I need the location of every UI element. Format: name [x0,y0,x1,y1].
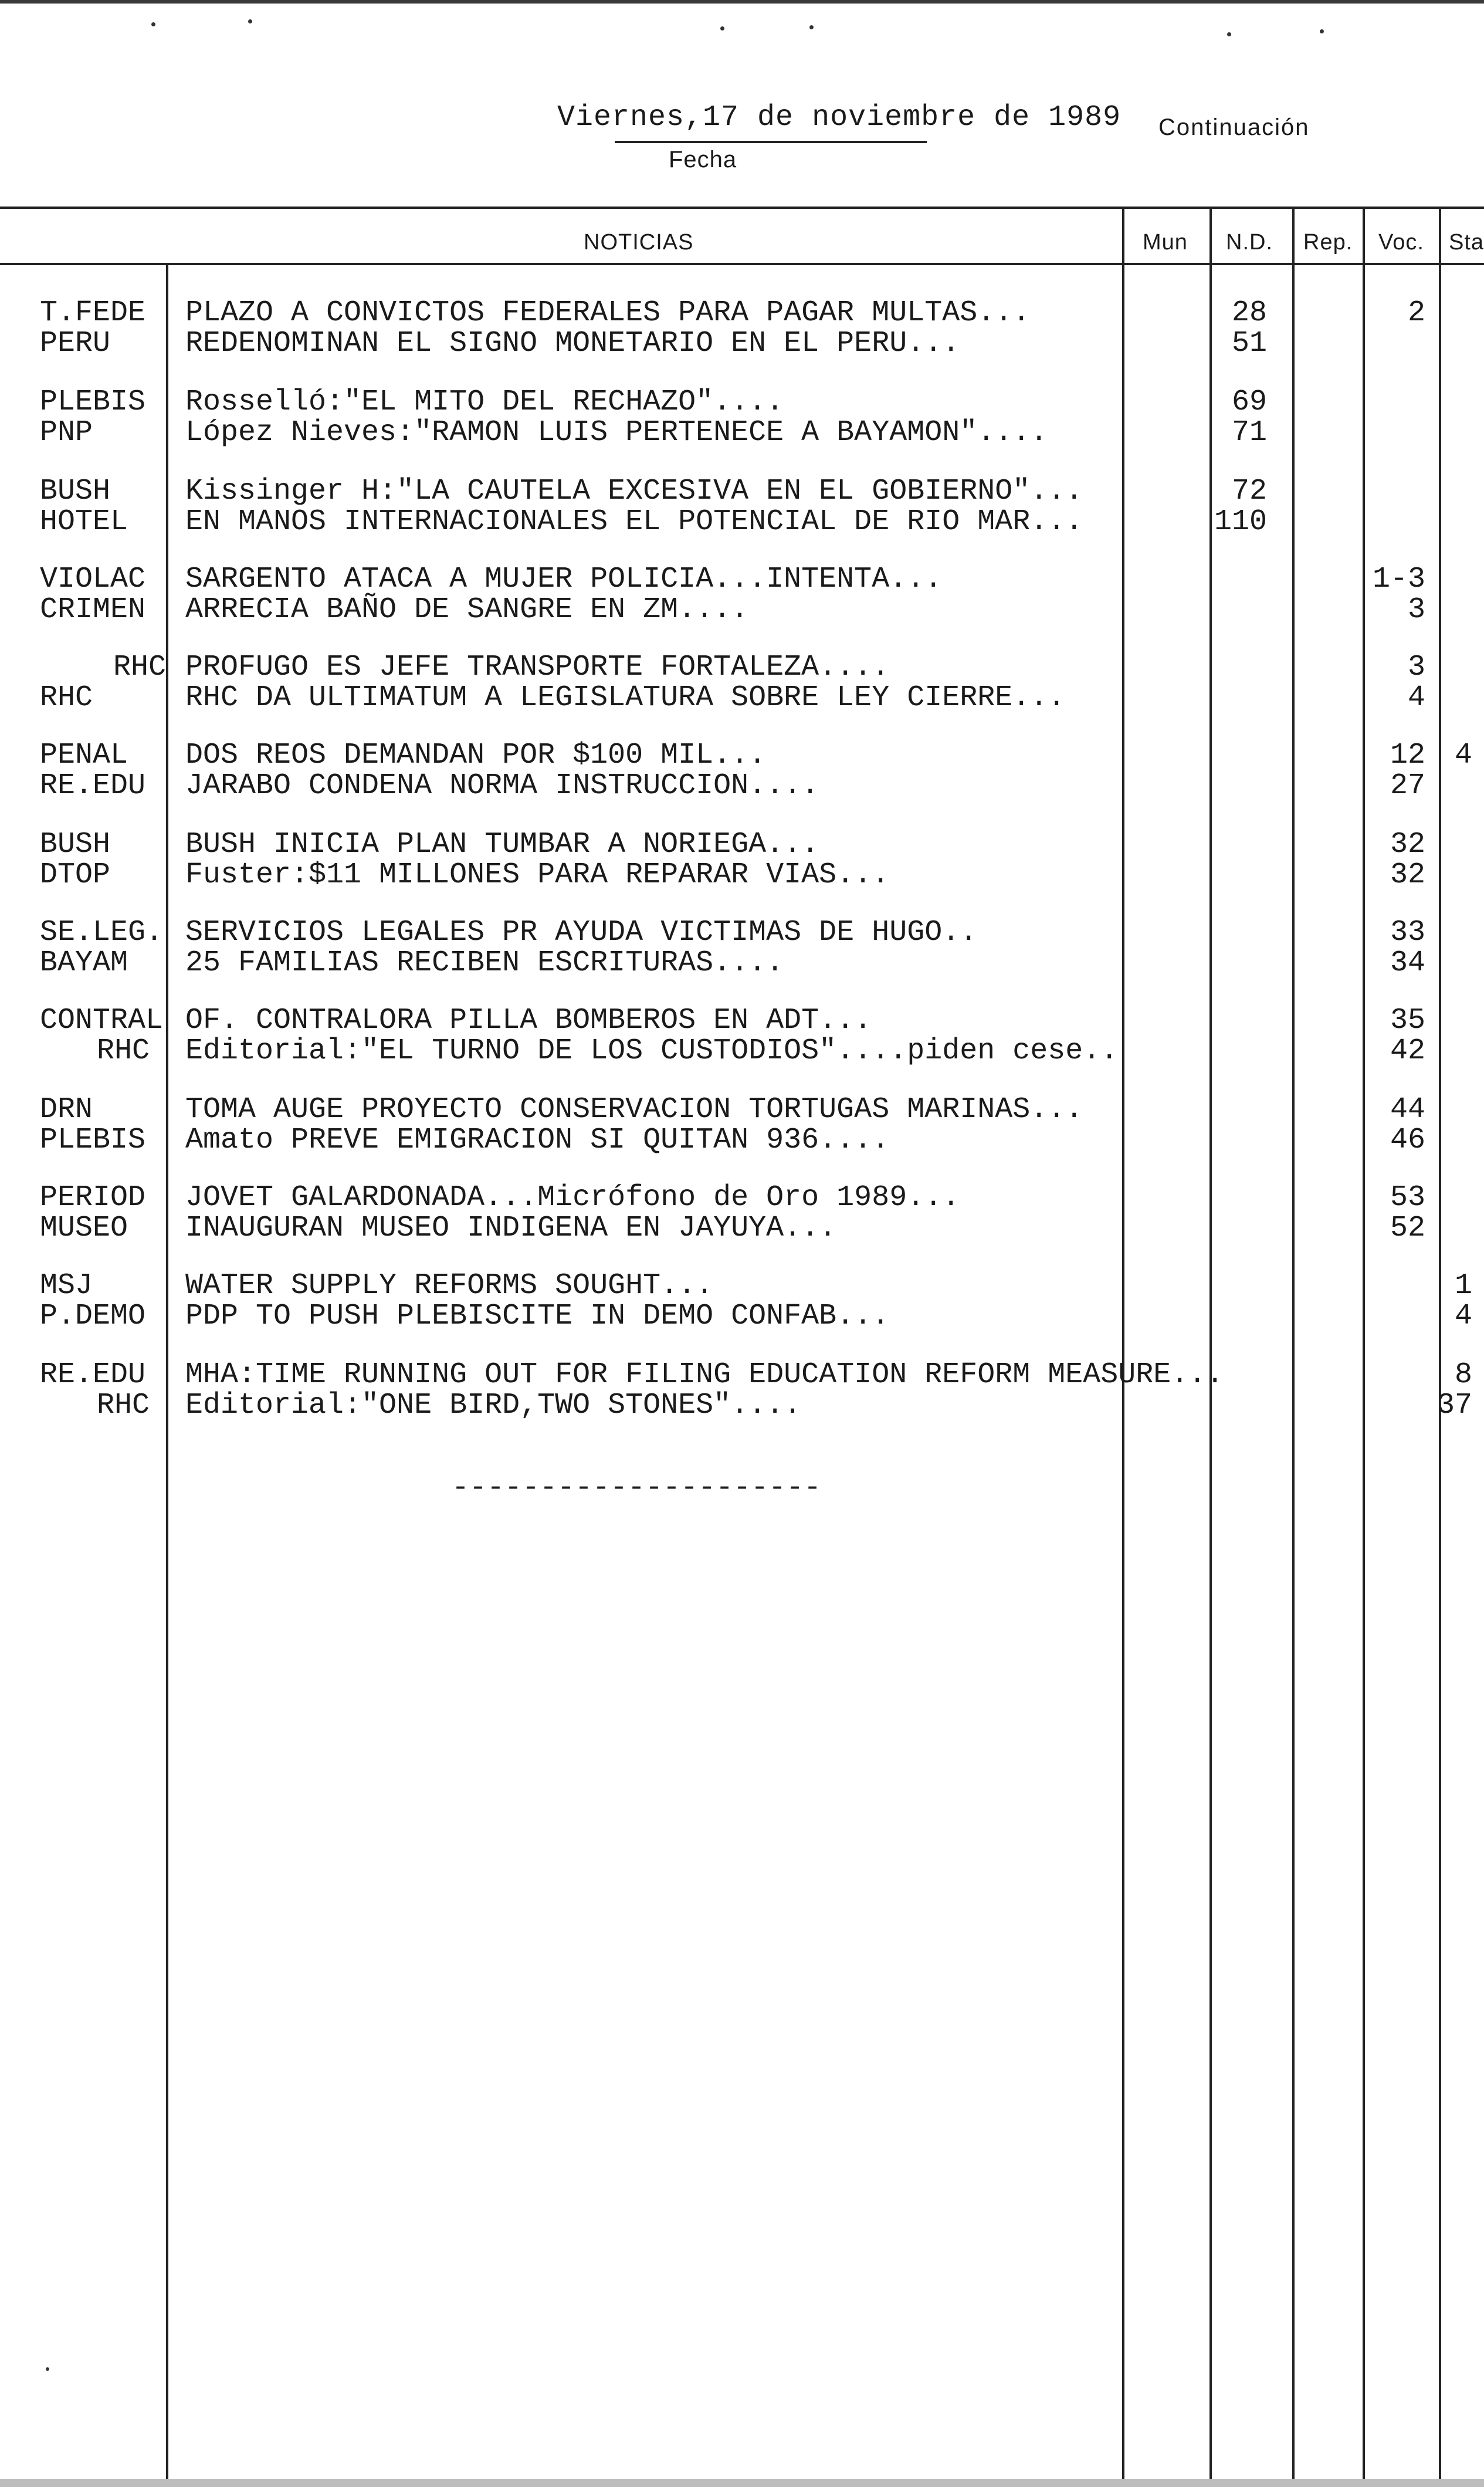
row-headline: WATER SUPPLY REFORMS SOUGHT... [185,1269,714,1302]
row-voc-value: 12 [1390,739,1425,772]
row-nd-value: 110 [1214,505,1267,539]
scan-speck [1227,32,1231,36]
table-top-rule [0,207,1484,209]
date-caption: Fecha [669,147,737,172]
row-headline: MHA:TIME RUNNING OUT FOR FILING EDUCATION REFORM MEASURE... [185,1358,1224,1392]
row-headline: Editorial:"EL TURNO DE LOS CUSTODIOS"....piden cese.. [185,1034,1119,1068]
row-headline: PDP TO PUSH PLEBISCITE IN DEMO CONFAB... [185,1300,890,1333]
voc-column-rule [1439,207,1441,2487]
nd-column-rule [1292,207,1295,2487]
row-code: PLEBIS [40,1124,146,1157]
column-header-noticias: NOTICIAS [584,230,694,255]
row-headline: 25 FAMILIAS RECIBEN ESCRITURAS.... [185,946,784,980]
row-code: BAYAM [40,946,128,980]
scan-speck [720,26,724,31]
row-voc-value: 42 [1390,1034,1425,1068]
row-code: PNP [40,416,93,449]
row-voc-value: 2 [1407,296,1425,330]
row-code: CRIMEN [40,593,146,627]
row-nd-value: 69 [1231,385,1267,419]
row-code: DRN [40,1093,93,1126]
row-voc-value: 3 [1407,651,1425,684]
report-date: Viernes,17 de noviembre de 1989 [557,101,1122,134]
row-code: VIOLAC [40,563,146,596]
row-voc-value: 32 [1390,858,1425,892]
column-header-rep: Rep. [1303,230,1353,255]
row-headline: Editorial:"ONE BIRD,TWO STONES".... [185,1389,802,1422]
row-headline: Amato PREVE EMIGRACION SI QUITAN 936.... [185,1124,890,1157]
row-headline: PROFUGO ES JEFE TRANSPORTE FORTALEZA.... [185,651,890,684]
row-code: RE.EDU [40,769,146,803]
row-headline: Fuster:$11 MILLONES PARA REPARAR VIAS... [185,858,890,892]
row-code: MUSEO [40,1212,128,1245]
scan-bottom-edge [0,2479,1484,2487]
scan-speck [248,19,252,23]
row-nd-value: 28 [1231,296,1267,330]
row-voc-value: 3 [1407,593,1425,627]
scan-speck [809,25,814,29]
row-voc-value: 53 [1390,1181,1425,1214]
scan-speck [151,22,155,26]
row-code: SE.LEG. [40,916,164,949]
row-sta-value: 37 [1436,1389,1472,1422]
row-headline: SARGENTO ATACA A MUJER POLICIA...INTENTA... [185,563,943,596]
row-code: P.DEMO [40,1300,146,1333]
row-headline: RHC DA ULTIMATUM A LEGISLATURA SOBRE LEY CIERRE... [185,681,1066,715]
row-code: BUSH [40,828,111,861]
column-header-voc: Voc. [1378,230,1424,255]
row-code: RHC [96,1389,150,1422]
row-headline: REDENOMINAN EL SIGNO MONETARIO EN EL PERU... [185,327,960,360]
row-headline: JARABO CONDENA NORMA INSTRUCCION.... [185,769,819,803]
continuation-label: Continuación [1158,114,1310,140]
row-code: PLEBIS [40,385,146,419]
row-voc-value: 1-3 [1372,563,1425,596]
row-nd-value: 51 [1231,327,1267,360]
rep-column-rule [1363,207,1365,2487]
row-headline: DOS REOS DEMANDAN POR $100 MIL... [185,739,767,772]
scan-speck [46,2367,49,2371]
row-code: RHC [113,651,166,684]
row-headline: EN MANOS INTERNACIONALES EL POTENCIAL DE RIO MAR... [185,505,1083,539]
row-code: RHC [40,681,93,715]
column-header-nd: N.D. [1226,230,1273,255]
column-header-sta: Sta [1449,230,1484,255]
row-voc-value: 33 [1390,916,1425,949]
row-headline: Kissinger H:"LA CAUTELA EXCESIVA EN EL GOBIERNO"... [185,475,1083,508]
row-nd-value: 72 [1231,475,1267,508]
row-voc-value: 27 [1390,769,1425,803]
row-sta-value: 8 [1454,1358,1472,1392]
row-voc-value: 44 [1390,1093,1425,1126]
date-underline [615,141,927,143]
row-code: T.FEDE [40,296,146,330]
row-code: MSJ [40,1269,93,1302]
row-headline: OF. CONTRALORA PILLA BOMBEROS EN ADT... [185,1004,872,1037]
row-code: PERU [40,327,111,360]
row-headline: López Nieves:"RAMON LUIS PERTENECE A BAYAMON".... [185,416,1048,449]
row-sta-value: 1 [1454,1269,1472,1302]
row-headline: ARRECIA BAÑO DE SANGRE EN ZM.... [185,593,749,627]
closing-dash-rule: --------------------- [452,1471,822,1505]
noticias-column-rule [1122,207,1124,2487]
row-code: BUSH [40,475,111,508]
column-header-mun: Mun [1143,230,1188,255]
row-voc-value: 35 [1390,1004,1425,1037]
row-headline: Rosselló:"EL MITO DEL RECHAZO".... [185,385,784,419]
row-headline: PLAZO A CONVICTOS FEDERALES PARA PAGAR MULTAS... [185,296,1031,330]
row-voc-value: 52 [1390,1212,1425,1245]
row-code: RE.EDU [40,1358,146,1392]
row-headline: BUSH INICIA PLAN TUMBAR A NORIEGA... [185,828,819,861]
table-header-rule [0,263,1484,265]
scan-speck [1320,29,1324,33]
scan-top-edge [0,0,1484,4]
row-headline: INAUGURAN MUSEO INDIGENA EN JAYUYA... [185,1212,837,1245]
row-code: PERIOD [40,1181,146,1214]
row-sta-value: 4 [1454,1300,1472,1333]
row-headline: TOMA AUGE PROYECTO CONSERVACION TORTUGAS MARINAS... [185,1093,1083,1126]
row-headline: SERVICIOS LEGALES PR AYUDA VICTIMAS DE HUGO.. [185,916,978,949]
row-nd-value: 71 [1231,416,1267,449]
row-code: CONTRAL [40,1004,164,1037]
code-column-rule [166,263,168,2487]
row-code: DTOP [40,858,111,892]
row-headline: JOVET GALARDONADA...Micrófono de Oro 1989... [185,1181,960,1214]
mun-column-rule [1209,207,1212,2487]
row-code: HOTEL [40,505,128,539]
row-voc-value: 34 [1390,946,1425,980]
row-voc-value: 4 [1407,681,1425,715]
row-sta-value: 4 [1454,739,1472,772]
row-code: RHC [96,1034,150,1068]
row-voc-value: 46 [1390,1124,1425,1157]
row-code: PENAL [40,739,128,772]
row-voc-value: 32 [1390,828,1425,861]
